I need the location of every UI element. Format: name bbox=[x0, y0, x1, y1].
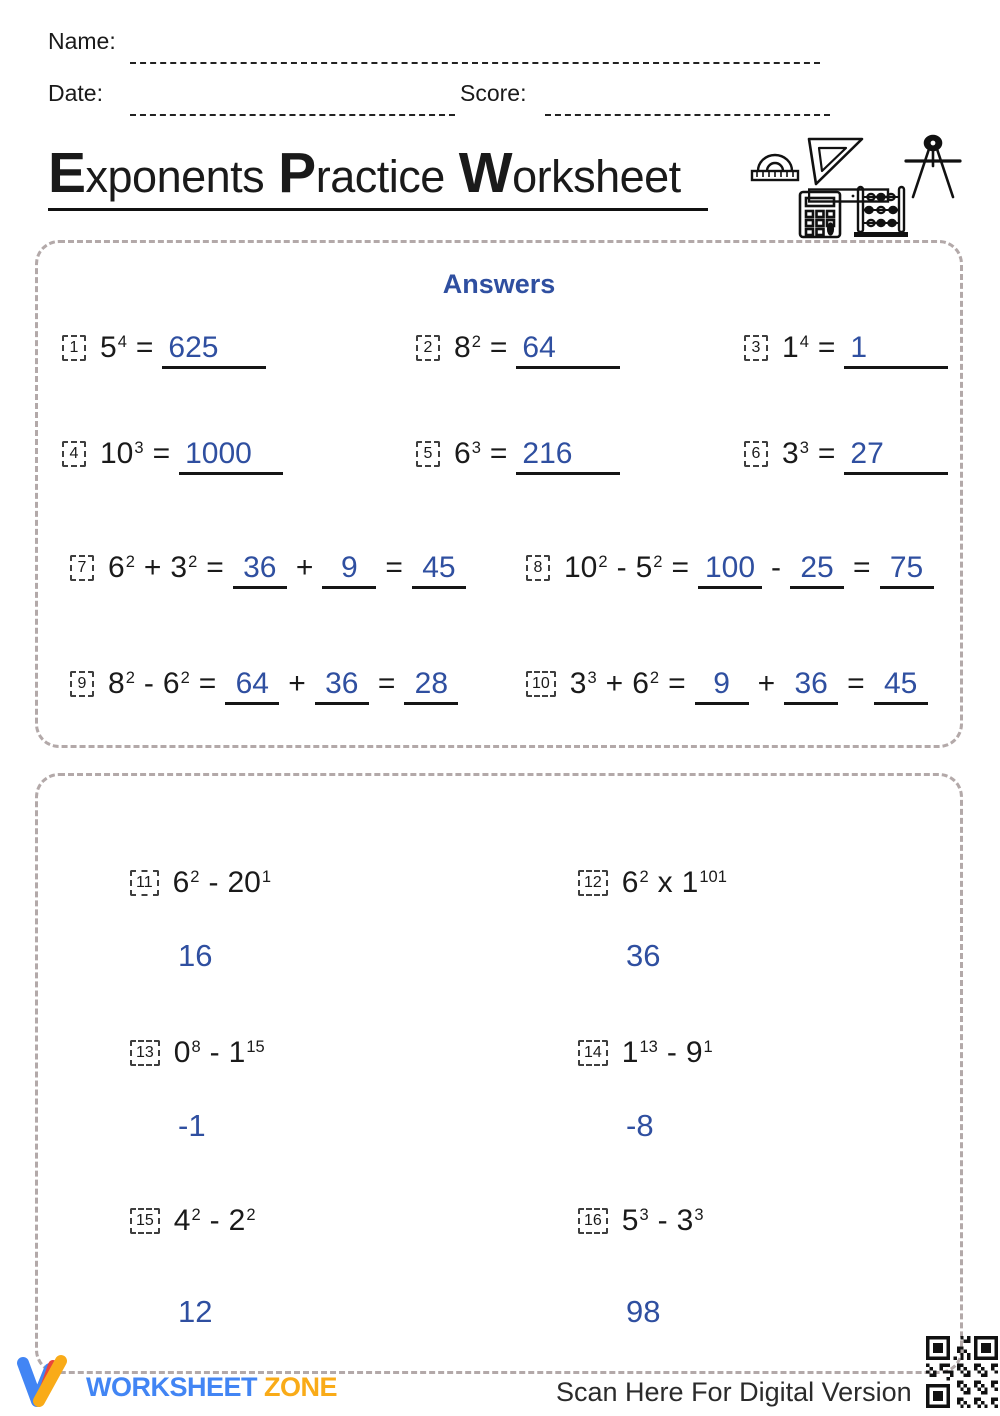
problem-11 bbox=[130, 866, 271, 974]
operator: = bbox=[817, 331, 836, 364]
protractor-icon bbox=[750, 144, 800, 184]
operator: - bbox=[143, 667, 154, 700]
answer-blank: 64 bbox=[225, 667, 279, 705]
question-12 bbox=[578, 866, 727, 900]
page-title bbox=[48, 140, 695, 206]
operator: = bbox=[206, 551, 224, 584]
operator: = bbox=[377, 667, 396, 700]
calculator-icon bbox=[798, 190, 844, 240]
base-number: 5 bbox=[100, 331, 117, 364]
answers-panel bbox=[35, 240, 963, 748]
answer-blank: 45 bbox=[874, 667, 928, 705]
problem-13 bbox=[130, 1036, 265, 1144]
exponent: 4 bbox=[799, 333, 809, 352]
problem-answer: 98 bbox=[626, 1294, 661, 1329]
operator: - bbox=[209, 1036, 220, 1069]
logo-word-zone: ZONE bbox=[264, 1372, 338, 1402]
base-number: 8 bbox=[108, 667, 125, 700]
answer-blank: 36 bbox=[315, 667, 369, 705]
operator: - bbox=[666, 1036, 677, 1069]
problem-16 bbox=[578, 1204, 704, 1330]
compass-icon bbox=[902, 134, 964, 202]
question-6 bbox=[744, 437, 948, 475]
exponent: 2 bbox=[246, 1206, 256, 1225]
exponent: 2 bbox=[191, 1206, 201, 1225]
base-number: 10 bbox=[564, 551, 598, 584]
score-fill-line bbox=[545, 82, 830, 116]
exponent: 3 bbox=[471, 439, 481, 458]
title-word bbox=[458, 141, 681, 205]
base-number: 2 bbox=[228, 1204, 246, 1237]
problem-15 bbox=[130, 1204, 256, 1330]
exponent: 15 bbox=[246, 1038, 265, 1057]
answer-blank: 36 bbox=[784, 667, 838, 705]
question-number-badge: 8 bbox=[526, 555, 550, 581]
question-number-badge: 9 bbox=[70, 671, 94, 697]
question-4 bbox=[62, 437, 283, 475]
question-10 bbox=[526, 667, 928, 705]
operator: = bbox=[152, 437, 171, 470]
base-number: 4 bbox=[173, 1204, 191, 1237]
question-7 bbox=[70, 551, 466, 589]
base-number: 1 bbox=[228, 1036, 246, 1069]
worksheetzone-logo-text bbox=[86, 1372, 337, 1403]
question-14 bbox=[578, 1036, 713, 1070]
set-square-icon bbox=[806, 134, 866, 188]
exponent: 13 bbox=[639, 1038, 658, 1057]
base-number: 3 bbox=[676, 1204, 694, 1237]
operator: = bbox=[853, 551, 871, 584]
question-5 bbox=[416, 437, 620, 475]
operator: = bbox=[385, 551, 403, 584]
name-fill-line bbox=[130, 30, 820, 64]
title-word bbox=[48, 141, 265, 205]
operator: - bbox=[771, 551, 782, 584]
exponent: 3 bbox=[694, 1206, 704, 1225]
exponent: 2 bbox=[639, 868, 649, 887]
title-capital-letter: W bbox=[458, 141, 513, 205]
date-label: Date: bbox=[48, 80, 103, 106]
question-number-badge: 5 bbox=[416, 441, 440, 467]
abacus-icon bbox=[852, 184, 910, 240]
exponent: 2 bbox=[125, 553, 135, 572]
base-number: 20 bbox=[227, 866, 261, 899]
base-number: 6 bbox=[108, 551, 125, 584]
operator: = bbox=[817, 437, 836, 470]
answers-row-1 bbox=[38, 331, 960, 383]
exponent: 1 bbox=[261, 868, 272, 887]
base-number: 3 bbox=[170, 551, 188, 584]
question-3 bbox=[744, 331, 948, 369]
exponent: 3 bbox=[587, 669, 597, 688]
answer-blank: 100 bbox=[698, 551, 762, 589]
exponent: 2 bbox=[125, 669, 135, 688]
math-tools-illustration bbox=[750, 134, 970, 238]
question-number-badge: 14 bbox=[578, 1040, 608, 1066]
operator: = bbox=[489, 437, 508, 470]
exponent: 101 bbox=[699, 868, 727, 887]
question-number-badge: 7 bbox=[70, 555, 94, 581]
base-number: 1 bbox=[621, 1036, 639, 1069]
base-number: 3 bbox=[569, 667, 587, 700]
base-number: 6 bbox=[632, 667, 649, 700]
problems-panel bbox=[35, 773, 963, 1374]
exponent: 2 bbox=[471, 333, 481, 352]
answer-blank: 28 bbox=[404, 667, 458, 705]
base-number: 5 bbox=[621, 1204, 639, 1237]
exponent: 2 bbox=[180, 669, 190, 688]
exponent: 4 bbox=[117, 333, 127, 352]
scan-here-text: Scan Here For Digital Version bbox=[556, 1377, 912, 1407]
operator: - bbox=[616, 551, 627, 584]
operator: - bbox=[208, 866, 219, 899]
operator: - bbox=[209, 1204, 220, 1237]
title-word-rest: xponents bbox=[85, 151, 265, 202]
problem-14 bbox=[578, 1036, 713, 1144]
exponent: 2 bbox=[653, 553, 663, 572]
question-number-badge: 2 bbox=[416, 335, 440, 361]
operator: + bbox=[757, 667, 776, 700]
question-1 bbox=[62, 331, 266, 369]
base-number: 8 bbox=[454, 331, 471, 364]
exponent: 3 bbox=[639, 1206, 649, 1225]
name-label: Name: bbox=[48, 28, 116, 54]
base-number: 0 bbox=[173, 1036, 191, 1069]
problem-answer: 12 bbox=[178, 1294, 213, 1329]
answer-blank: 1000 bbox=[179, 437, 283, 475]
question-number-badge: 12 bbox=[578, 870, 608, 896]
title-word-rest: orksheet bbox=[512, 151, 681, 202]
exponent: 2 bbox=[598, 553, 608, 572]
question-number-badge: 1 bbox=[62, 335, 86, 361]
base-number: 6 bbox=[172, 866, 190, 899]
base-number: 5 bbox=[635, 551, 653, 584]
title-capital-letter: P bbox=[278, 141, 316, 205]
base-number: 6 bbox=[162, 667, 180, 700]
base-number: 9 bbox=[685, 1036, 703, 1069]
answer-blank: 9 bbox=[322, 551, 376, 589]
question-number-badge: 11 bbox=[130, 870, 159, 896]
answers-row-4 bbox=[38, 667, 960, 719]
operator: - bbox=[657, 1204, 668, 1237]
answer-blank: 45 bbox=[412, 551, 466, 589]
base-number: 6 bbox=[454, 437, 471, 470]
exponent: 1 bbox=[703, 1038, 713, 1057]
answer-blank: 36 bbox=[233, 551, 287, 589]
title-word bbox=[278, 141, 445, 205]
base-number: 3 bbox=[782, 437, 799, 470]
logo-word-worksheet: WORKSHEET bbox=[86, 1372, 257, 1402]
question-number-badge: 15 bbox=[130, 1208, 160, 1234]
operator: = bbox=[668, 667, 686, 700]
answer-blank: 27 bbox=[844, 437, 948, 475]
answer-blank: 25 bbox=[790, 551, 844, 589]
answer-blank: 216 bbox=[516, 437, 620, 475]
answer-blank: 75 bbox=[880, 551, 934, 589]
question-9 bbox=[70, 667, 458, 705]
answers-heading: Answers bbox=[442, 269, 556, 299]
question-number-badge: 13 bbox=[130, 1040, 160, 1066]
answer-blank: 64 bbox=[516, 331, 620, 369]
answer-blank: 625 bbox=[162, 331, 266, 369]
operator: x bbox=[657, 866, 673, 899]
question-number-badge: 4 bbox=[62, 441, 86, 467]
exponent: 3 bbox=[134, 439, 144, 458]
base-number: 1 bbox=[681, 866, 699, 899]
answer-blank: 9 bbox=[695, 667, 749, 705]
exponent: 2 bbox=[188, 553, 198, 572]
problem-answer: 16 bbox=[178, 938, 213, 973]
base-number: 1 bbox=[782, 331, 799, 364]
operator: + bbox=[143, 551, 162, 584]
question-15 bbox=[130, 1204, 256, 1238]
question-number-badge: 3 bbox=[744, 335, 768, 361]
score-label: Score: bbox=[460, 80, 527, 106]
exponent: 2 bbox=[190, 868, 200, 887]
problem-answer: -1 bbox=[178, 1108, 206, 1143]
exponent: 8 bbox=[191, 1038, 201, 1057]
question-13 bbox=[130, 1036, 265, 1070]
problem-answer: -8 bbox=[626, 1108, 654, 1143]
answers-row-2 bbox=[38, 437, 960, 489]
qr-code-icon bbox=[926, 1336, 998, 1408]
question-number-badge: 10 bbox=[526, 671, 556, 697]
question-8 bbox=[526, 551, 934, 589]
exponent: 3 bbox=[799, 439, 809, 458]
operator: = bbox=[847, 667, 865, 700]
question-number-badge: 16 bbox=[578, 1208, 608, 1234]
title-capital-letter: E bbox=[48, 141, 86, 205]
operator: = bbox=[135, 331, 154, 364]
worksheetzone-logo-icon bbox=[16, 1348, 84, 1414]
base-number: 6 bbox=[621, 866, 639, 899]
operator: = bbox=[198, 667, 217, 700]
answer-blank: 1 bbox=[844, 331, 948, 369]
title-word-rest: ractice bbox=[315, 151, 445, 202]
title-underline bbox=[48, 208, 708, 211]
operator: + bbox=[295, 551, 314, 584]
operator: = bbox=[489, 331, 508, 364]
question-16 bbox=[578, 1204, 704, 1238]
base-number: 10 bbox=[100, 437, 134, 470]
problem-12 bbox=[578, 866, 727, 974]
exponent: 2 bbox=[649, 669, 660, 688]
operator: + bbox=[605, 667, 624, 700]
question-number-badge: 6 bbox=[744, 441, 768, 467]
answers-row-3 bbox=[38, 551, 960, 603]
question-2 bbox=[416, 331, 620, 369]
problem-answer: 36 bbox=[626, 938, 661, 973]
operator: + bbox=[288, 667, 306, 700]
operator: = bbox=[671, 551, 689, 584]
question-11 bbox=[130, 866, 271, 900]
date-fill-line bbox=[130, 82, 455, 116]
